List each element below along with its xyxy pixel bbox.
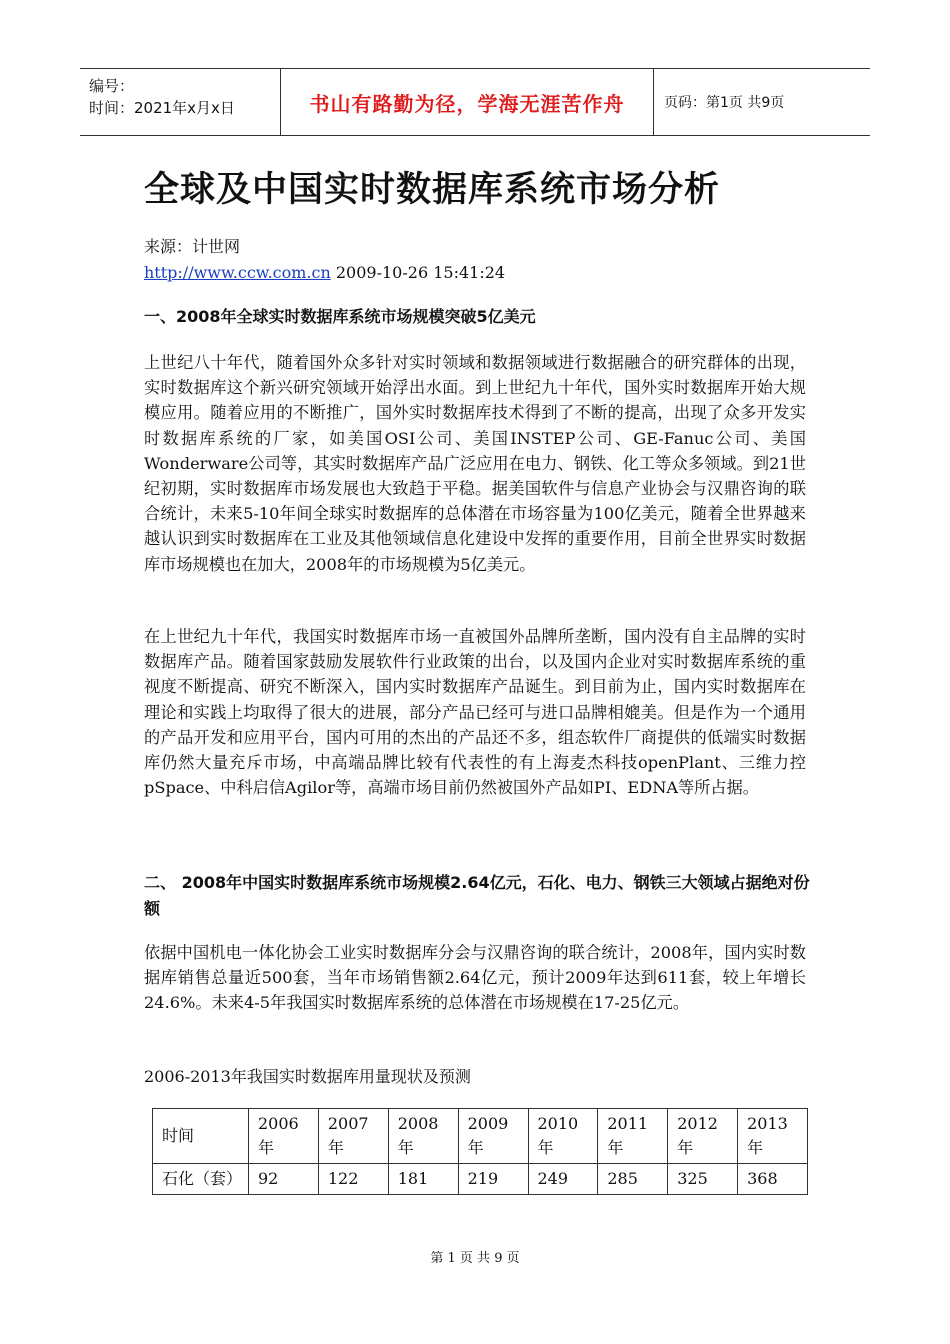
table-year-cell: 2008年 bbox=[388, 1109, 458, 1164]
header-page-info: 页码：第1页 共9页 bbox=[664, 95, 785, 111]
table-year-cell: 2006年 bbox=[249, 1109, 319, 1164]
header-number: 编号： bbox=[89, 77, 135, 95]
section1-heading: 一、2008年全球实时数据库系统市场规模突破5亿美元 bbox=[144, 307, 536, 326]
table-header-label: 时间 bbox=[153, 1109, 249, 1164]
table-row-label: 石化（套） bbox=[153, 1164, 249, 1195]
table-year-cell: 2012年 bbox=[668, 1109, 738, 1164]
page-footer: 第 1 页 共 9 页 bbox=[430, 1251, 520, 1266]
page-header bbox=[80, 68, 870, 136]
header-time: 时间：2021年x月x日 bbox=[89, 99, 235, 117]
usage-table bbox=[152, 1108, 808, 1195]
section1-paragraph1: 上世纪八十年代，随着国外众多针对实时领域和数据领域进行数据融合的研究群体的出现，实时数据库这个新兴研究领域开始浮出水面。到上世纪九十年代，国外实时数据库开始大规模应用。随着应用的不断推广，国外实时数据库技术得到了不断的提高，出现了众多开发实时数据库系统的厂家，如美国OSI公司、美国INSTEP公司、GE-Fanuc公司、美国Wonderware公司等，其实时数据库产品广泛应用在电力、钢铁、化工等众多领域。到21世纪初期，实时数据库市场发展也大致趋于平稳。据美国软件与信息产业协会与汉鼎咨询的联合统计，未来5-10年间全球实时数据库的总体潜在市场容量为100亿美元，随着全世界越来越认识到实时数据库在工业及其他领域信息化建设中发挥的重要作用，目前全世界实时数据库市场规模也在加大，2008年的市场规模为5亿美元。 bbox=[144, 353, 806, 574]
table-year-cell: 2011年 bbox=[598, 1109, 668, 1164]
table-cell: 219 bbox=[458, 1164, 528, 1195]
table-header-row bbox=[153, 1109, 808, 1164]
section2-heading: 二、 2008年中国实时数据库系统市场规模2.64亿元，石化、电力、钢铁三大领域占据绝对份额 bbox=[144, 873, 810, 918]
article-source: 来源：计世网 bbox=[144, 237, 241, 256]
table-year-cell: 2013年 bbox=[738, 1109, 808, 1164]
table-cell: 249 bbox=[528, 1164, 598, 1195]
table-cell: 122 bbox=[318, 1164, 388, 1195]
article-link-line bbox=[144, 260, 505, 286]
article-timestamp: 2009-10-26 15:41:24 bbox=[330, 263, 506, 282]
article-meta bbox=[144, 234, 505, 286]
section2-paragraph1: 依据中国机电一体化协会工业实时数据库分会与汉鼎咨询的联合统计，2008年，国内实时数据库销售总量近500套，当年市场销售额2.64亿元，预计2009年达到611套，较上年增长24.6%。未来4-5年我国实时数据库系统的总体潜在市场规模在17-25亿元。 bbox=[144, 943, 806, 1013]
table-row bbox=[153, 1164, 808, 1195]
table-year-cell: 2009年 bbox=[458, 1109, 528, 1164]
table-cell: 181 bbox=[388, 1164, 458, 1195]
section1-paragraph2: 在上世纪九十年代，我国实时数据库市场一直被国外品牌所垄断，国内没有自主品牌的实时数据库产品。随着国家鼓励发展软件行业政策的出台，以及国内企业对实时数据库系统的重视度不断提高、研究不断深入，国内实时数据库产品诞生。到目前为止，国内实时数据库在理论和实践上均取得了很大的进展，部分产品已经可与进口品牌相媲美。但是作为一个通用的产品开发和应用平台，国内可用的杰出的产品还不多，组态软件厂商提供的低端实时数据库仍然大量充斥市场，中高端品牌比较有代表性的有上海麦杰科技openPlant、三维力控pSpace、中科启信Agilor等，高端市场目前仍然被国外产品如PI、EDNA等所占据。 bbox=[144, 627, 806, 798]
table-cell: 92 bbox=[249, 1164, 319, 1195]
table-year-cell: 2007年 bbox=[318, 1109, 388, 1164]
table-caption: 2006-2013年我国实时数据库用量现状及预测 bbox=[144, 1067, 471, 1086]
table-cell: 285 bbox=[598, 1164, 668, 1195]
source-link[interactable]: http://www.ccw.com.cn bbox=[144, 263, 331, 282]
table-cell: 325 bbox=[668, 1164, 738, 1195]
table-cell: 368 bbox=[738, 1164, 808, 1195]
header-motto: 书山有路勤为径，学海无涯苦作舟 bbox=[281, 69, 654, 135]
table-year-cell: 2010年 bbox=[528, 1109, 598, 1164]
header-meta bbox=[80, 69, 281, 135]
page-title: 全球及中国实时数据库系统市场分析 bbox=[144, 170, 721, 210]
